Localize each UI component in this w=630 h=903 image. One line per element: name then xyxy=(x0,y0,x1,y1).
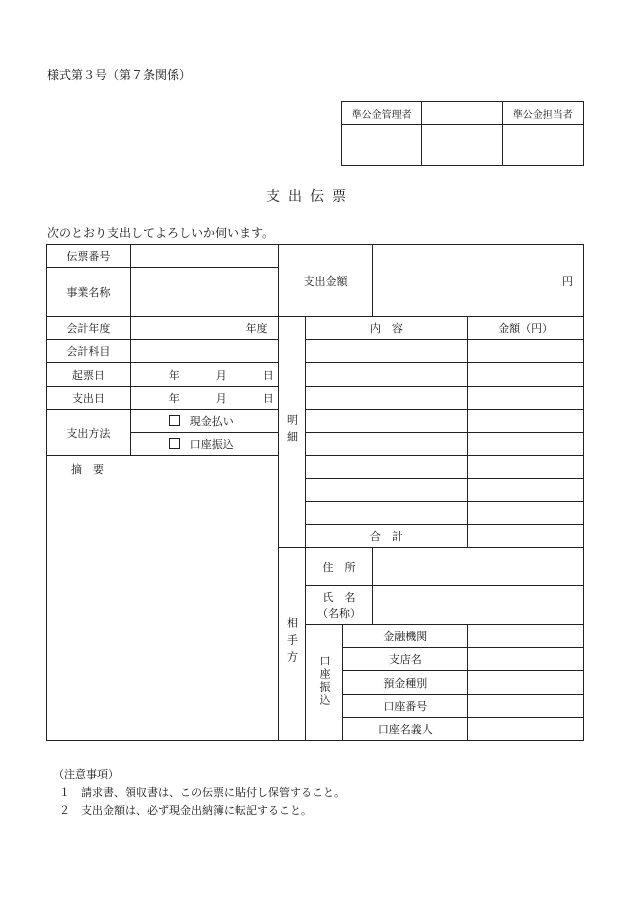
content-header: 内 容 xyxy=(305,317,468,340)
blank-stamp-cell[interactable] xyxy=(422,125,502,166)
notes-heading: （注意事項） xyxy=(53,768,119,781)
amount-header: 金額（円） xyxy=(468,317,584,340)
detail-content-row[interactable] xyxy=(305,479,468,502)
account-item-label: 会計科目 xyxy=(47,340,131,363)
detail-content-row[interactable] xyxy=(305,363,468,387)
total-amount-field[interactable] xyxy=(468,525,584,548)
transfer-side-label: 口座振込 xyxy=(305,625,343,741)
account-holder-field[interactable] xyxy=(468,718,584,741)
bank-field[interactable] xyxy=(468,625,584,648)
slip-number-label: 伝票番号 xyxy=(47,245,131,268)
amount-field[interactable]: 円 xyxy=(373,245,584,317)
detail-content-row[interactable] xyxy=(305,456,468,479)
detail-amount-row[interactable] xyxy=(468,410,584,433)
project-name-field[interactable] xyxy=(130,268,278,317)
page-title: 支 出 伝 票 xyxy=(266,189,346,205)
notes-section xyxy=(53,766,345,820)
cash-option[interactable]: 現金払い xyxy=(130,410,278,433)
cash-checkbox[interactable] xyxy=(169,415,180,426)
detail-content-row[interactable] xyxy=(305,387,468,410)
detail-amount-row[interactable] xyxy=(468,363,584,387)
method-label: 支出方法 xyxy=(47,410,131,456)
name-field[interactable] xyxy=(373,586,584,625)
intro-text: 次のとおり支出してよろしいか伺います。 xyxy=(47,226,275,240)
branch-label: 支店名 xyxy=(343,648,468,671)
detail-amount-row[interactable] xyxy=(468,479,584,502)
staff-stamp-cell[interactable] xyxy=(502,125,583,166)
amount-label: 支出金額 xyxy=(278,245,373,317)
address-label: 住 所 xyxy=(305,548,373,586)
total-label: 合 計 xyxy=(305,525,468,548)
detail-content-row[interactable] xyxy=(305,502,468,525)
project-name-label: 事業名称 xyxy=(47,268,131,317)
detail-amount-row[interactable] xyxy=(468,502,584,525)
staff-label: 準公金担当者 xyxy=(502,102,583,125)
note-item: ２ 支出金額は、必ず現金出納簿に転記すること。 xyxy=(59,804,312,817)
detail-amount-row[interactable] xyxy=(468,433,584,456)
issue-date-field[interactable]: 年 月 日 xyxy=(130,363,278,387)
deposit-type-field[interactable] xyxy=(468,671,584,695)
detail-amount-row[interactable] xyxy=(468,340,584,363)
bank-label: 金融機関 xyxy=(343,625,468,648)
account-number-label: 口座番号 xyxy=(343,695,468,718)
account-number-field[interactable] xyxy=(468,695,584,718)
account-item-field[interactable] xyxy=(130,340,278,363)
party-side-label: 相手方 xyxy=(278,548,305,741)
detail-amount-row[interactable] xyxy=(468,456,584,479)
blank-label-cell xyxy=(422,102,502,125)
note-item: １ 請求書、領収書は、この伝票に貼付し保管すること。 xyxy=(59,786,345,799)
form-number: 様式第３号（第７条関係） xyxy=(47,68,192,82)
detail-content-row[interactable] xyxy=(305,433,468,456)
manager-label: 準公金管理者 xyxy=(342,102,422,125)
main-form-table xyxy=(46,244,584,741)
slip-number-field[interactable] xyxy=(130,245,278,268)
account-holder-label: 口座名義人 xyxy=(343,718,468,741)
detail-side-label: 明細 xyxy=(278,317,305,548)
pay-date-label: 支出日 xyxy=(47,387,131,410)
transfer-checkbox[interactable] xyxy=(169,438,180,449)
address-field[interactable] xyxy=(373,548,584,586)
manager-stamp-cell[interactable] xyxy=(342,125,422,166)
detail-amount-row[interactable] xyxy=(468,387,584,410)
branch-field[interactable] xyxy=(468,648,584,671)
deposit-type-label: 預金種別 xyxy=(343,671,468,695)
transfer-option[interactable]: 口座振込 xyxy=(130,433,278,456)
pay-date-field[interactable]: 年 月 日 xyxy=(130,387,278,410)
fiscal-year-field[interactable]: 年度 xyxy=(130,317,278,340)
name-label: 氏 名 （名称） xyxy=(305,586,373,625)
summary-label: 摘 要 xyxy=(71,463,104,476)
detail-content-row[interactable] xyxy=(305,340,468,363)
fiscal-year-label: 会計年度 xyxy=(47,317,131,340)
issue-date-label: 起票日 xyxy=(47,363,131,387)
detail-content-row[interactable] xyxy=(305,410,468,433)
approval-table xyxy=(341,101,584,166)
summary-field[interactable] xyxy=(47,456,279,741)
